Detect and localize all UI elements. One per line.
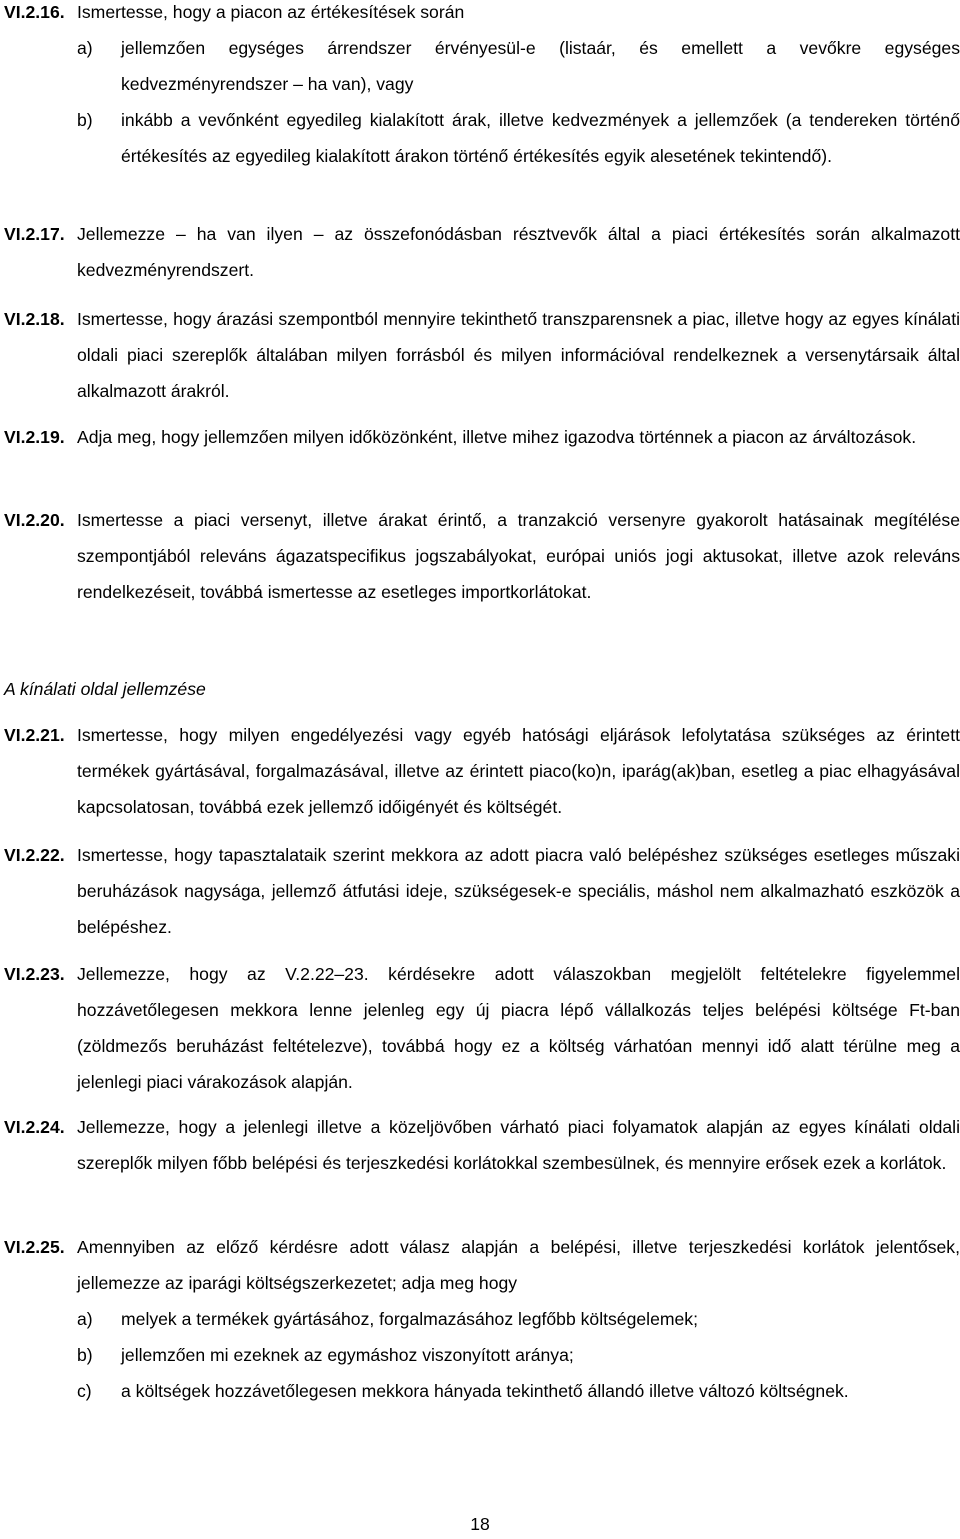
question-vi-2-22 <box>4 837 960 945</box>
list-item-b <box>77 1337 960 1373</box>
question-vi-2-18 <box>4 301 960 409</box>
list-item-a <box>77 30 960 102</box>
section-heading: A kínálati oldal jellemzése <box>4 679 206 699</box>
question-number: VI.2.21. <box>4 725 65 745</box>
question-vi-2-23 <box>4 956 960 1100</box>
question-text: Jellemezze, hogy a jelenlegi illetve a közeljövőben várható piaci folyamatok alapján az egyes kínálati oldali szereplők milyen főbb belépési és terjeszkedési korlátokkal szembesülnek, és mennyire erősek ezek a korlátok. <box>77 1117 960 1173</box>
question-text: Ismertesse, hogy a piacon az értékesítések során <box>77 2 465 22</box>
question-text: Ismertesse a piaci versenyt, illetve árakat érintő, a tranzakció versenyre gyakorolt hatásainak megítélése szempontjából releváns ágazatspecifikus jogszabályokat, európai uniós jogi aktusokat, illetve azok releváns rendelkezéseit, továbbá ismertesse az esetleges importkorlátokat. <box>77 510 960 602</box>
list-text: a költségek hozzávetőlegesen mekkora hányada tekinthető állandó illetve változó költségnek. <box>121 1381 849 1401</box>
list-text: inkább a vevőnként egyedileg kialakított árak, illetve kedvezmények a jellemzőek (a tendereken történő értékesítés az egyedileg kialakított árakon történő értékesítés egyik alesetének tekintendő). <box>121 110 960 166</box>
list-text: melyek a termékek gyártásához, forgalmazásához legfőbb költségelemek; <box>121 1309 698 1329</box>
question-number: VI.2.19. <box>4 427 65 447</box>
question-number: VI.2.16. <box>4 2 65 22</box>
question-text: Adja meg, hogy jellemzően milyen időközönként, illetve mihez igazodva történnek a piacon az árváltozások. <box>77 427 917 447</box>
question-text: Ismertesse, hogy milyen engedélyezési vagy egyéb hatósági eljárások lefolytatása szükséges az érintett termékek gyártásával, forgalmazásával, illetve az érintett piaco(ko)n, iparág(ak)ban, esetleg a piac elhagyásával kapcsolatosan, továbbá ezek jellemző időigényét és költségét. <box>77 725 960 817</box>
question-text: Jellemezze, hogy az V.2.22–23. kérdésekre adott válaszokban megjelölt feltételekre figyelemmel hozzávetőlegesen mekkora lenne jelenleg egy új piacra lépő vállalkozás teljes belépési költsége Ft-ban (zöldmezős beruházást feltételezve), továbbá hogy ez a költség várhatóan mennyi idő alatt térülne meg a jelenlegi piaci várakozások alapján. <box>77 964 960 1092</box>
list-label: a) <box>77 1309 93 1329</box>
question-text: Ismertesse, hogy árazási szempontból mennyire tekinthető transzparensnek a piac, illetve hogy az egyes kínálati oldali piaci szereplők általában milyen forrásból és milyen információval rendelkeznek a versenytársaik által alkalmazott árakról. <box>77 309 960 401</box>
question-number: VI.2.17. <box>4 224 65 244</box>
list-label: a) <box>77 38 93 58</box>
question-text: Ismertesse, hogy tapasztalataik szerint mekkora az adott piacra való belépéshez szükséges esetleges műszaki beruházások nagysága, jellemző átfutási ideje, szükségesek-e speciális, máshol nem alkalmazható eszközök a belépéshez. <box>77 845 960 937</box>
question-vi-2-25 <box>4 1229 960 1409</box>
list-item-a <box>77 1301 960 1337</box>
question-number: VI.2.23. <box>4 964 65 984</box>
question-number: VI.2.20. <box>4 510 65 530</box>
page-number: 18 <box>470 1514 490 1534</box>
question-number: VI.2.18. <box>4 309 65 329</box>
list-label: b) <box>77 110 93 130</box>
question-vi-2-20 <box>4 502 960 610</box>
list-text: jellemzően mi ezeknek az egymáshoz viszonyított aránya; <box>121 1345 574 1365</box>
question-vi-2-16 <box>4 0 960 174</box>
question-vi-2-19 <box>4 419 960 455</box>
list-label: c) <box>77 1381 92 1401</box>
list-text: jellemzően egységes árrendszer érvényesül-e (listaár, és emellett a vevőkre egységes kedvezményrendszer – ha van), vagy <box>121 38 960 94</box>
question-text: Amennyiben az előző kérdésre adott válasz alapján a belépési, illetve terjeszkedési korlátok jelentősek, jellemezze az iparági költségszerkezetet; adja meg hogy <box>77 1237 960 1293</box>
list-label: b) <box>77 1345 93 1365</box>
list-item-b <box>77 102 960 174</box>
question-number: VI.2.25. <box>4 1237 65 1257</box>
question-number: VI.2.24. <box>4 1117 65 1137</box>
list-item-c <box>77 1373 960 1409</box>
question-vi-2-17 <box>4 216 960 288</box>
question-text: Jellemezze – ha van ilyen – az összefonódásban résztvevők által a piaci értékesítés során alkalmazott kedvezményrendszert. <box>77 224 960 280</box>
question-vi-2-24 <box>4 1109 960 1181</box>
question-vi-2-21 <box>4 717 960 825</box>
question-number: VI.2.22. <box>4 845 65 865</box>
